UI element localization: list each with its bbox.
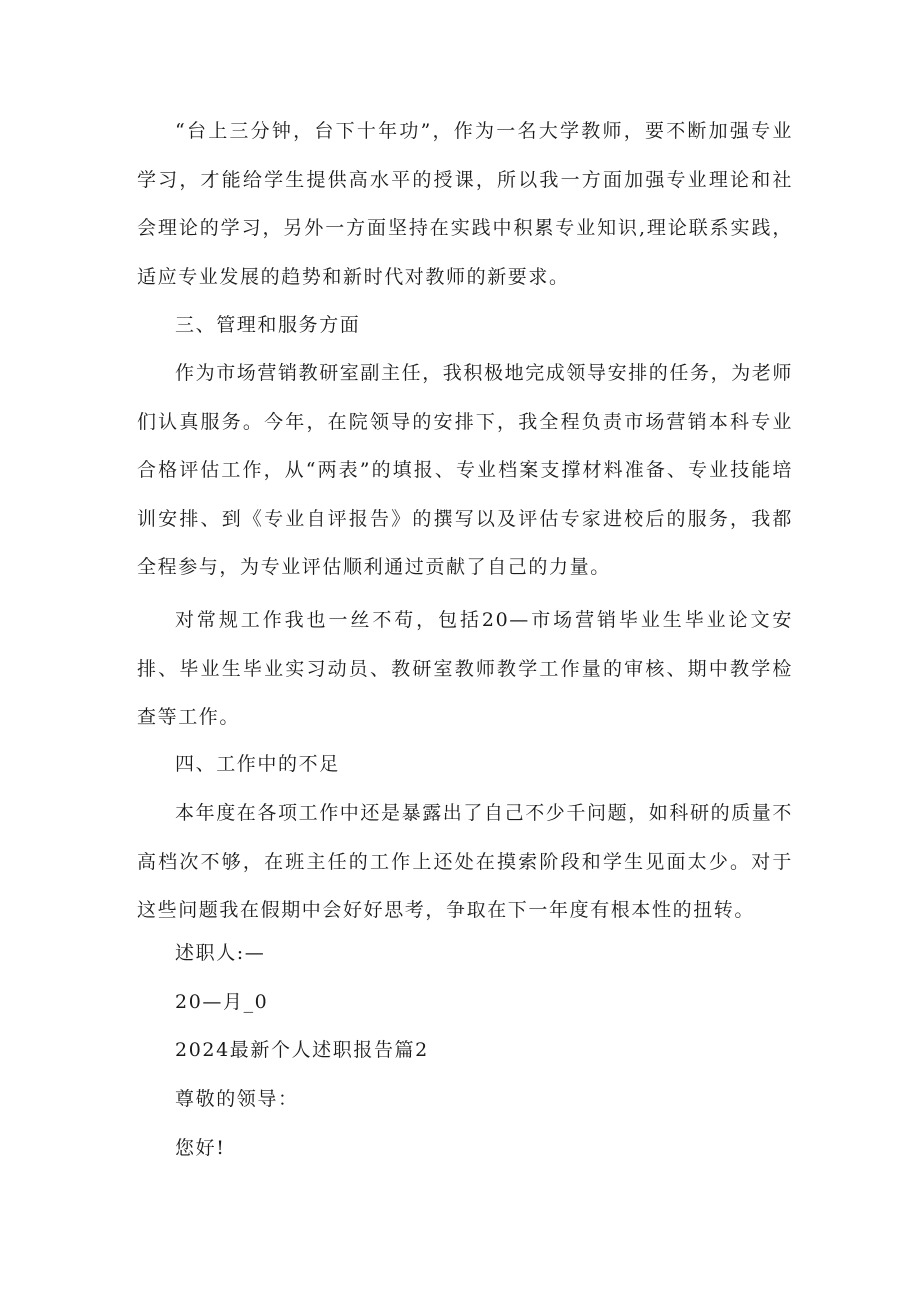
paragraph-shortcomings: 本年度在各项工作中还是暴露出了自己不少千问题，如科研的质量不高档次不够，在班主任的工作上还处在摸索阶段和学生见面太少。对于这些问题我在假期中会好好思考，争取在下一年度有根本性的扭转。: [137, 802, 794, 921]
signature-date: 20—月_0: [175, 991, 269, 1013]
report-title-part-2: 2024最新个人述职报告篇2: [175, 1039, 429, 1061]
signature-reporter: 述职人:—: [175, 942, 266, 964]
paragraph-professional-study: “台上三分钟，台下十年功”，作为一名大学教师，要不断加强专业学习，才能给学生提供高水平的授课，所以我一方面加强专业理论和社会理论的学习，另外一方面坚持在实践中积累专业知识,理论联系实践，适应专业发展的趋势和新时代对教师的新要求。: [137, 120, 793, 288]
section-heading-management: 三、管理和服务方面: [175, 314, 361, 336]
greeting: 您好!: [175, 1137, 226, 1159]
paragraph-routine-work: 对常规工作我也一丝不苟，包括20—市场营销毕业生毕业论文安排、毕业生毕业实习动员、教研室教师教学工作量的审核、期中教学检查等工作。: [137, 609, 793, 728]
section-heading-shortcomings: 四、工作中的不足: [175, 753, 340, 775]
paragraph-management-service: 作为市场营销教研室副主任，我积极地完成领导安排的任务，为老师们认真服务。今年，在院领导的安排下，我全程负责市场营销本科专业合格评估工作，从“两表”的填报、专业档案支撑材料准备、专业技能培训安排、到《专业自评报告》的撰写以及评估专家进校后的服务，我都全程参与，为专业评估顺利通过贡献了自己的力量。: [137, 362, 794, 578]
salutation: 尊敬的领导：: [175, 1088, 299, 1110]
